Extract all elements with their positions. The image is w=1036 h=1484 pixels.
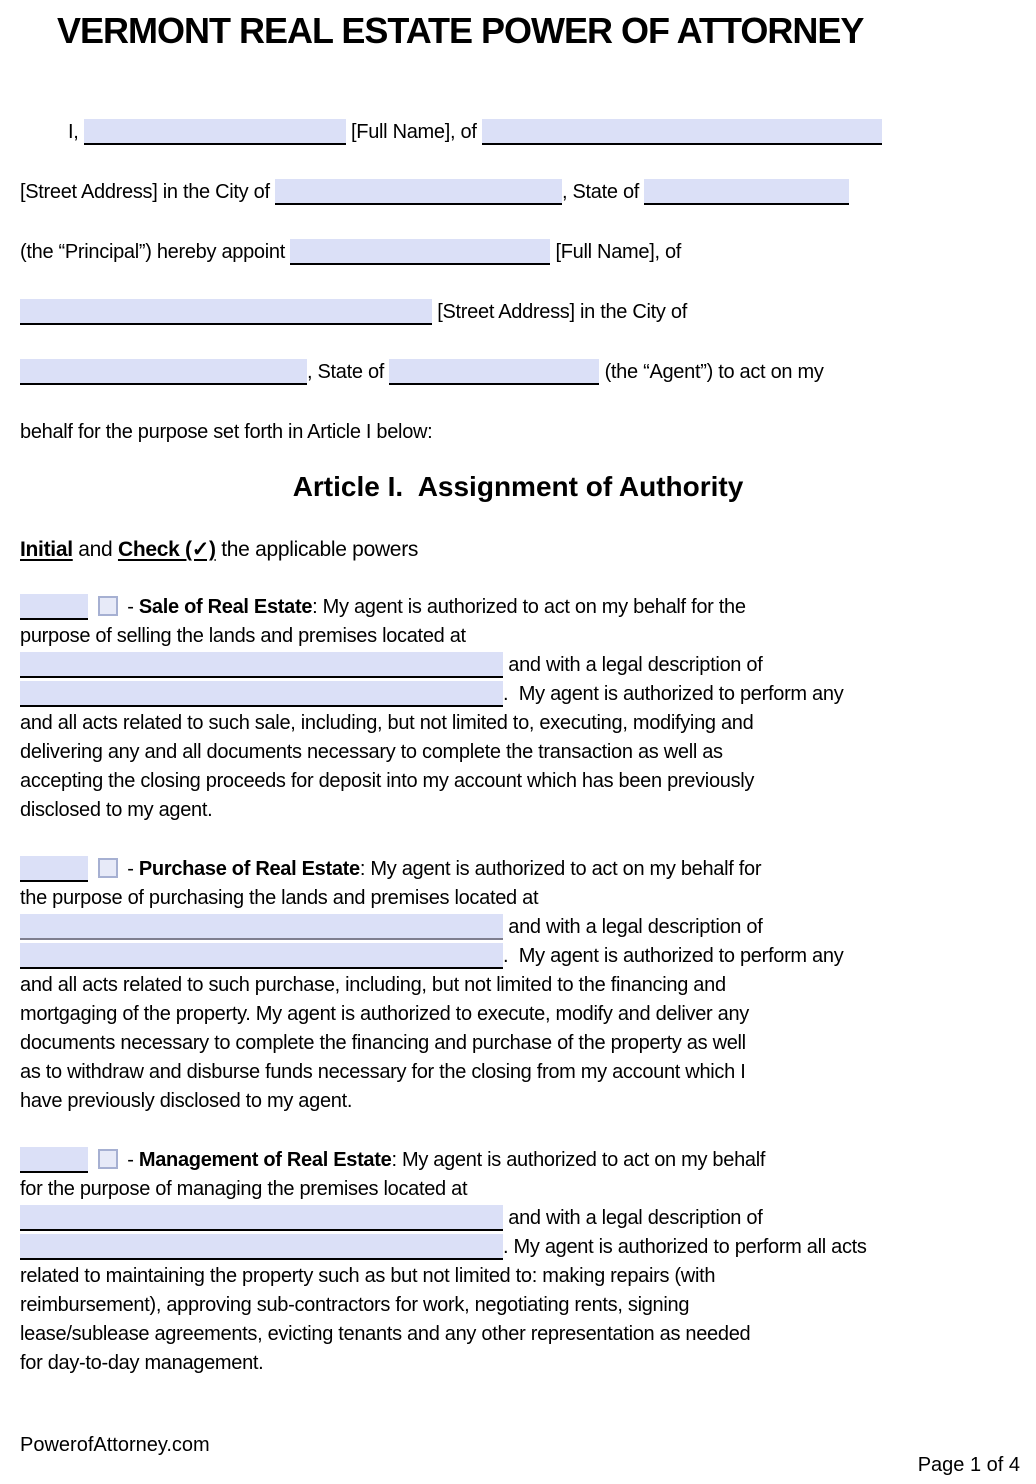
instruction-line <box>20 535 1016 564</box>
document-title: VERMONT REAL ESTATE POWER OF ATTORNEY <box>57 10 864 51</box>
text-run: [Street Address] in the City of <box>20 181 275 203</box>
text-line <box>20 1262 1016 1291</box>
text-line <box>20 178 1016 207</box>
text-run: behalf for the purpose set forth in Article I below: <box>20 421 433 443</box>
principal-street-address-field[interactable] <box>482 119 882 145</box>
text-run: and all acts related to such sale, including, but not limited to, executing, modifying and <box>20 712 754 734</box>
text-line <box>20 358 1016 387</box>
text-run: , State of <box>561 181 645 203</box>
text-line <box>20 738 1016 767</box>
text-run: purpose of selling the lands and premises located at <box>20 625 466 647</box>
text-run: [Street Address] in the City of <box>432 301 687 323</box>
text-run: . My agent is authorized to perform any <box>503 683 844 705</box>
text-run: and all acts related to such purchase, including, but not limited to the financing and <box>20 974 726 996</box>
text-line <box>20 680 1016 709</box>
text-line <box>20 418 1016 447</box>
text-line <box>20 1087 1016 1116</box>
text-run: for the purpose of managing the premises located at <box>20 1178 468 1200</box>
text-run: : My agent is authorized to act on my behalf for the <box>312 596 746 618</box>
agent-city-field[interactable] <box>20 359 307 385</box>
sale-property-address-field[interactable] <box>20 652 503 678</box>
text-run: [Full Name], of <box>550 241 682 263</box>
text-line <box>20 298 1016 327</box>
text-line <box>20 767 1016 796</box>
text-run: the applicable powers <box>215 538 419 561</box>
text-run: - <box>122 858 139 880</box>
text-line <box>20 118 1016 147</box>
text-run: lease/sublease agreements, evicting tenants and any other representation as needed <box>20 1323 751 1345</box>
text-run: for day-to-day management. <box>20 1352 264 1374</box>
text-line <box>20 651 1016 680</box>
text-run: . My agent is authorized to perform any <box>503 945 844 967</box>
principal-city-field[interactable] <box>275 179 562 205</box>
management-section-title: Management of Real Estate <box>138 1149 392 1171</box>
text-line <box>20 535 1016 564</box>
text-line <box>20 796 1016 825</box>
text-run: [Full Name], of <box>345 121 482 143</box>
footer-site-name: PowerofAttorney.com <box>20 1434 210 1456</box>
purchase-legal-description-field[interactable] <box>20 943 503 969</box>
text-run: disclosed to my agent. <box>20 799 213 821</box>
text-line <box>20 1320 1016 1349</box>
text-line <box>20 1233 1016 1262</box>
text-line <box>20 913 1016 942</box>
text-run: and with a legal description of <box>503 916 763 938</box>
text-line <box>20 1000 1016 1029</box>
text-run: as to withdraw and disburse funds necessary for the closing from my account which I <box>20 1061 746 1083</box>
text-run: . My agent is authorized to perform all acts <box>503 1236 867 1258</box>
sale-checkbox[interactable] <box>98 596 118 616</box>
text-run: delivering any and all documents necessary to complete the transaction as well as <box>20 741 723 763</box>
text-run: I, <box>68 121 84 143</box>
text-run: related to maintaining the property such as but not limited to: making repairs (with <box>20 1265 716 1287</box>
sale-section-title: Sale of Real Estate <box>138 596 313 618</box>
text-run: have previously disclosed to my agent. <box>20 1090 353 1112</box>
initial-label: Initial <box>20 538 73 561</box>
sale-legal-description-field[interactable] <box>20 681 503 707</box>
check-label: Check (✓) <box>117 538 216 561</box>
text-run: and <box>72 538 118 561</box>
page-content <box>0 10 1036 1378</box>
text-run: mortgaging of the property. My agent is authorized to execute, modify and deliver any <box>20 1003 749 1025</box>
text-line <box>20 1291 1016 1320</box>
document-page <box>0 10 1036 1484</box>
purchase-checkbox[interactable] <box>98 858 118 878</box>
text-run: - <box>122 596 139 618</box>
text-line <box>20 855 1016 884</box>
text-line <box>20 1146 1016 1175</box>
text-run: the purpose of purchasing the lands and premises located at <box>20 887 539 909</box>
footer-page-number: Page 1 of 4 <box>917 1454 1020 1476</box>
text-run: (the “Agent”) to act on my <box>599 361 824 383</box>
text-run: (the “Principal”) hereby appoint <box>20 241 291 263</box>
text-run: , State of <box>307 361 390 383</box>
text-run: - <box>122 1149 139 1171</box>
text-run: and with a legal description of <box>503 654 763 676</box>
section-management <box>20 1146 1016 1378</box>
text-run: accepting the closing proceeds for deposit into my account which has been previously <box>20 770 755 792</box>
section-sale <box>20 593 1016 825</box>
text-line <box>20 1204 1016 1233</box>
text-line <box>20 1349 1016 1378</box>
section-purchase <box>20 855 1016 1116</box>
agent-state-field[interactable] <box>389 359 599 385</box>
agent-full-name-field[interactable] <box>290 239 550 265</box>
text-run: : My agent is authorized to act on my behalf <box>391 1149 766 1171</box>
agent-street-address-field[interactable] <box>20 299 432 325</box>
text-line <box>20 593 1016 622</box>
text-run: and with a legal description of <box>503 1207 763 1229</box>
purchase-section-title: Purchase of Real Estate <box>138 858 360 880</box>
sale-initials-field[interactable] <box>20 594 88 620</box>
management-checkbox[interactable] <box>98 1149 118 1169</box>
text-line <box>20 971 1016 1000</box>
text-run: reimbursement), approving sub-contractors for work, negotiating rents, signing <box>20 1294 690 1316</box>
purchase-initials-field[interactable] <box>20 856 88 882</box>
text-line <box>20 238 1016 267</box>
management-initials-field[interactable] <box>20 1147 88 1173</box>
text-run: documents necessary to complete the financing and purchase of the property as well <box>20 1032 746 1054</box>
text-line <box>20 1029 1016 1058</box>
text-line <box>20 1175 1016 1204</box>
principal-state-field[interactable] <box>644 179 849 205</box>
text-line <box>20 884 1016 913</box>
principal-full-name-field[interactable] <box>84 119 346 145</box>
text-line <box>20 622 1016 651</box>
purchase-property-address-field[interactable] <box>20 914 503 940</box>
management-legal-description-field[interactable] <box>20 1234 503 1260</box>
article-heading: Article I. Assignment of Authority <box>292 471 744 502</box>
text-line <box>20 709 1016 738</box>
text-run: : My agent is authorized to act on my behalf for <box>359 858 762 880</box>
text-line <box>20 1058 1016 1087</box>
management-property-address-field[interactable] <box>20 1205 503 1231</box>
intro-paragraph <box>20 118 1016 447</box>
text-line <box>20 942 1016 971</box>
